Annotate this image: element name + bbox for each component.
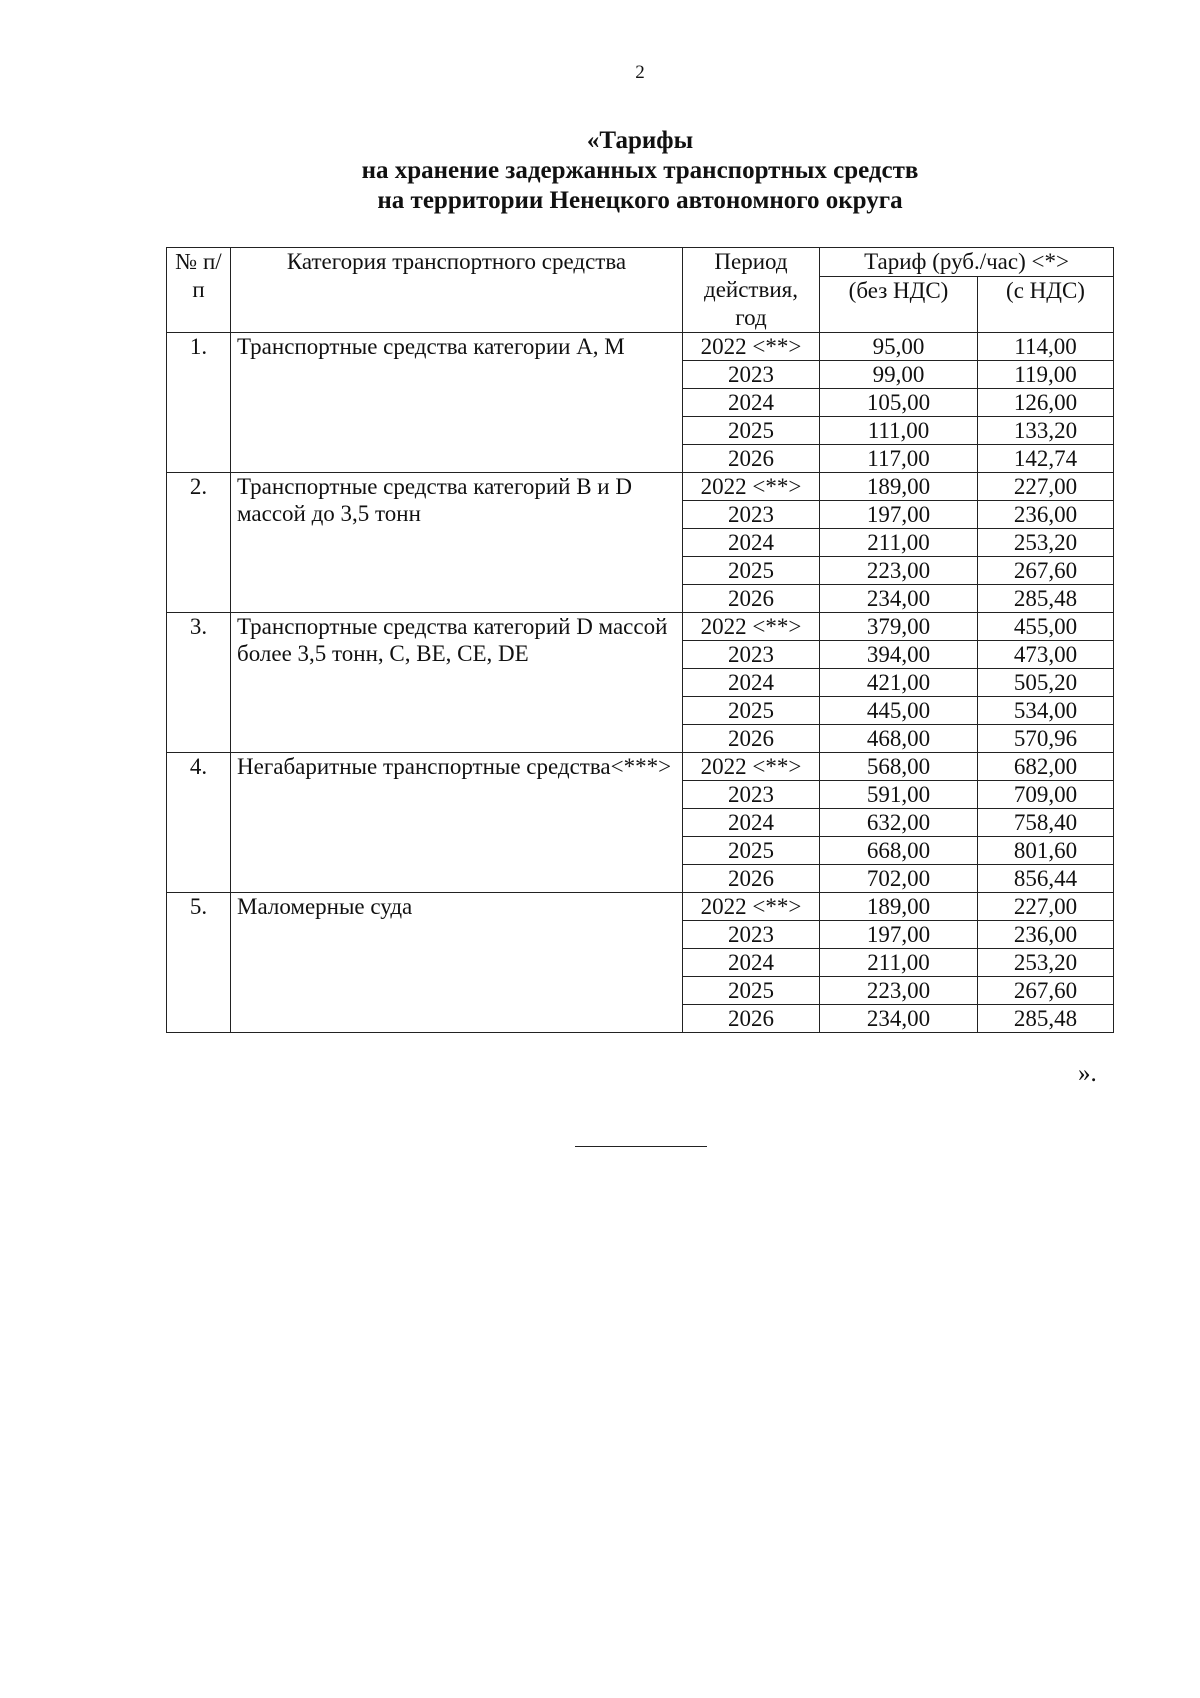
tariff-with-vat: 505,20 [978,669,1114,697]
tariff-with-vat: 285,48 [978,585,1114,613]
tariff-without-vat: 95,00 [820,333,978,361]
tariff-without-vat: 445,00 [820,697,978,725]
period-year: 2023 [683,641,820,669]
tariff-table [166,247,1114,1033]
table-header [167,248,1114,333]
vehicle-category: Транспортные средства категории A, M [231,333,683,473]
table-row [167,893,1114,921]
period-year: 2022 <**> [683,893,820,921]
vehicle-category: Негабаритные транспортные средства<***> [231,753,683,893]
period-year: 2026 [683,1005,820,1033]
tariff-without-vat: 421,00 [820,669,978,697]
tariff-without-vat: 211,00 [820,529,978,557]
tariff-with-vat: 267,60 [978,977,1114,1005]
period-year: 2023 [683,781,820,809]
tariff-without-vat: 234,00 [820,585,978,613]
tariff-with-vat: 253,20 [978,529,1114,557]
vehicle-category: Маломерные суда [231,893,683,1033]
header-category: Категория транспортного средства [231,248,683,333]
table-row [167,473,1114,501]
end-rule [575,1146,707,1147]
page-number: 2 [635,62,645,83]
period-year: 2025 [683,557,820,585]
title-line-2: на хранение задержанных транспортных средств [361,157,919,184]
header-num: № п/п [167,248,231,333]
closing-quote: ». [1078,1060,1097,1087]
table-row [167,753,1114,781]
period-year: 2024 [683,949,820,977]
row-number: 3. [167,613,231,753]
tariff-with-vat: 142,74 [978,445,1114,473]
period-year: 2024 [683,529,820,557]
table-row [167,333,1114,361]
tariff-without-vat: 632,00 [820,809,978,837]
header-tariff: Тариф (руб./час) <*> [820,248,1114,277]
tariff-without-vat: 189,00 [820,473,978,501]
tariff-without-vat: 99,00 [820,361,978,389]
period-year: 2024 [683,809,820,837]
tariff-without-vat: 379,00 [820,613,978,641]
tariff-with-vat: 801,60 [978,837,1114,865]
tariff-with-vat: 119,00 [978,361,1114,389]
table-body [167,333,1114,1033]
period-year: 2025 [683,837,820,865]
tariff-with-vat: 534,00 [978,697,1114,725]
tariff-without-vat: 211,00 [820,949,978,977]
tariff-with-vat: 227,00 [978,473,1114,501]
tariff-without-vat: 394,00 [820,641,978,669]
tariff-without-vat: 105,00 [820,389,978,417]
tariff-with-vat: 455,00 [978,613,1114,641]
tariff-with-vat: 236,00 [978,501,1114,529]
tariff-with-vat: 227,00 [978,893,1114,921]
header-without-vat: (без НДС) [820,277,978,333]
period-year: 2022 <**> [683,753,820,781]
period-year: 2026 [683,585,820,613]
row-number: 2. [167,473,231,613]
tariff-with-vat: 253,20 [978,949,1114,977]
tariff-without-vat: 117,00 [820,445,978,473]
vehicle-category: Транспортные средства категорий B и D массой до 3,5 тонн [231,473,683,613]
tariff-with-vat: 570,96 [978,725,1114,753]
period-year: 2024 [683,389,820,417]
period-year: 2025 [683,977,820,1005]
tariff-without-vat: 568,00 [820,753,978,781]
table-row [167,613,1114,641]
period-year: 2026 [683,445,820,473]
tariff-without-vat: 223,00 [820,977,978,1005]
period-year: 2025 [683,697,820,725]
tariff-without-vat: 668,00 [820,837,978,865]
header-with-vat: (с НДС) [978,277,1114,333]
period-year: 2023 [683,921,820,949]
tariff-without-vat: 468,00 [820,725,978,753]
tariff-with-vat: 758,40 [978,809,1114,837]
tariff-with-vat: 133,20 [978,417,1114,445]
tariff-with-vat: 267,60 [978,557,1114,585]
period-year: 2026 [683,725,820,753]
title-line-3: на территории Ненецкого автономного округа [377,187,903,214]
tariff-with-vat: 682,00 [978,753,1114,781]
tariff-without-vat: 591,00 [820,781,978,809]
tariff-with-vat: 236,00 [978,921,1114,949]
period-year: 2022 <**> [683,613,820,641]
period-year: 2023 [683,361,820,389]
period-year: 2026 [683,865,820,893]
tariff-with-vat: 126,00 [978,389,1114,417]
tariff-without-vat: 197,00 [820,921,978,949]
tariff-with-vat: 285,48 [978,1005,1114,1033]
tariff-without-vat: 111,00 [820,417,978,445]
period-year: 2023 [683,501,820,529]
title-line-1: «Тарифы [586,127,694,154]
tariff-without-vat: 197,00 [820,501,978,529]
tariff-without-vat: 702,00 [820,865,978,893]
row-number: 1. [167,333,231,473]
tariff-with-vat: 114,00 [978,333,1114,361]
period-year: 2024 [683,669,820,697]
vehicle-category: Транспортные средства категорий D массой более 3,5 тонн, C, BE, CE, DE [231,613,683,753]
tariff-with-vat: 709,00 [978,781,1114,809]
tariff-without-vat: 223,00 [820,557,978,585]
period-year: 2022 <**> [683,473,820,501]
tariff-without-vat: 234,00 [820,1005,978,1033]
period-year: 2022 <**> [683,333,820,361]
row-number: 4. [167,753,231,893]
tariff-with-vat: 473,00 [978,641,1114,669]
document-title [0,126,1200,216]
tariff-with-vat: 856,44 [978,865,1114,893]
tariff-without-vat: 189,00 [820,893,978,921]
row-number: 5. [167,893,231,1033]
header-period: Период действия, год [683,248,820,333]
period-year: 2025 [683,417,820,445]
